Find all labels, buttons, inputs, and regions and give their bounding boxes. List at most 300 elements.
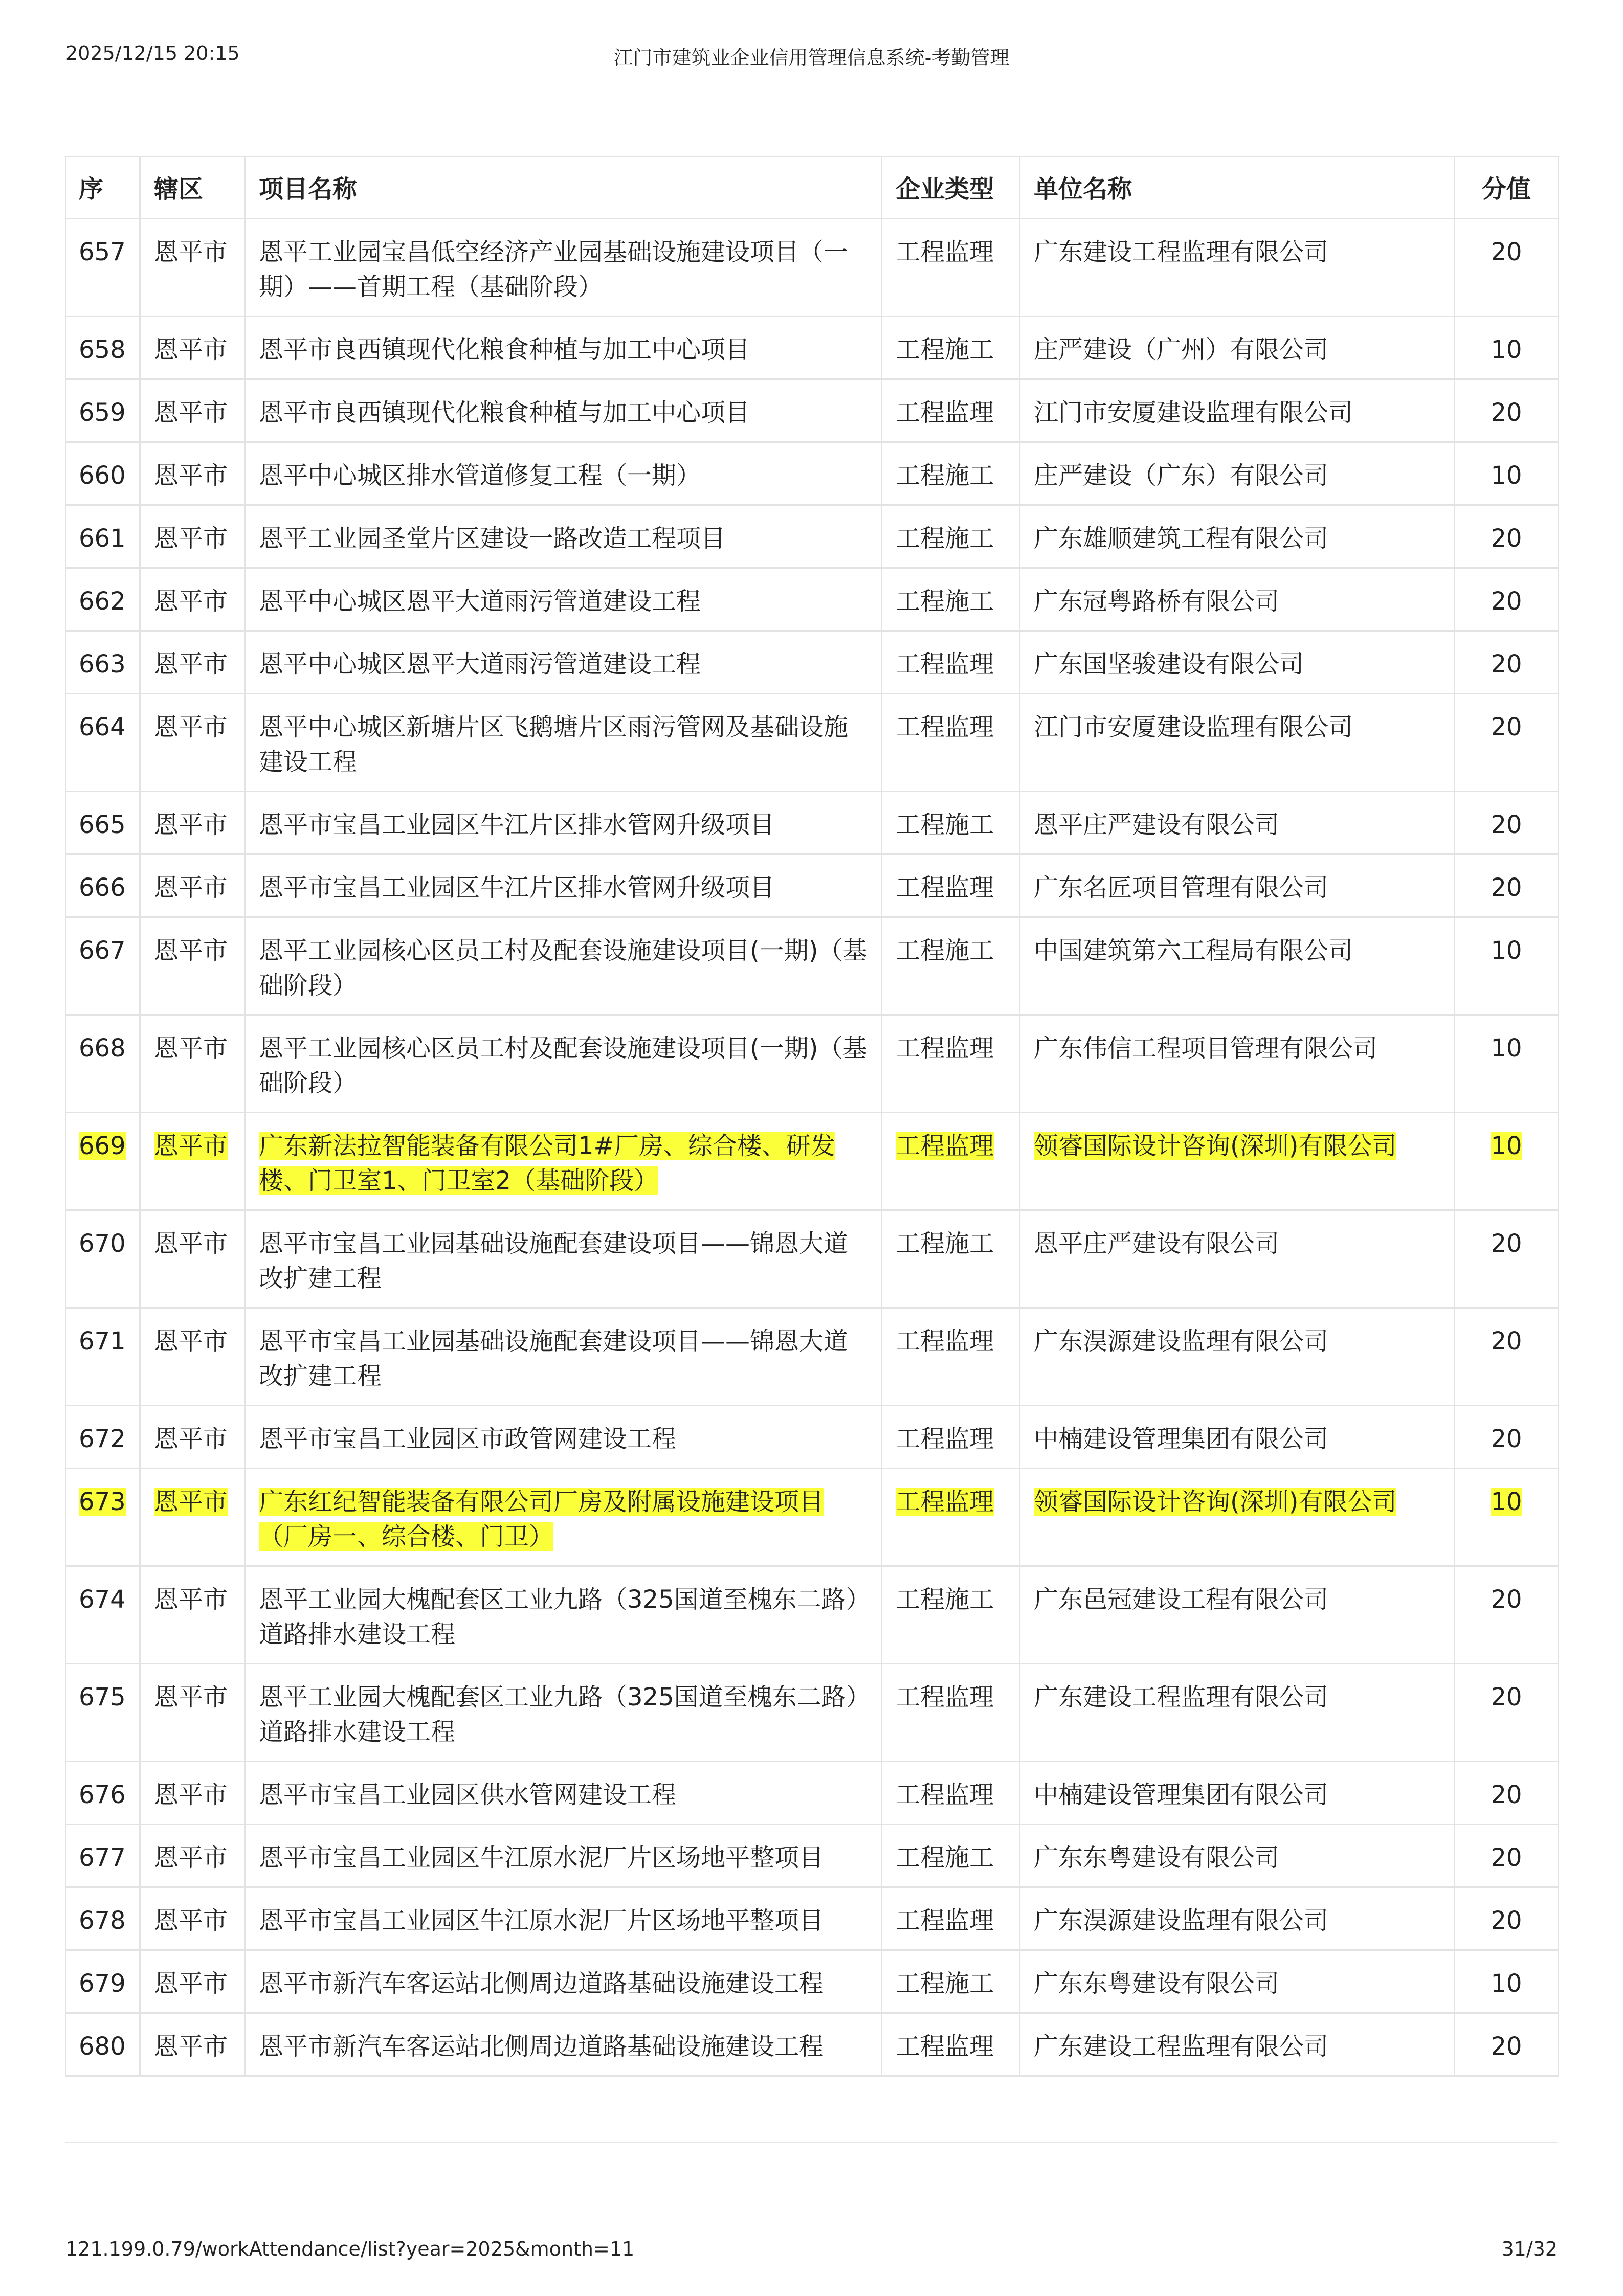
cell-score-text: 20 [1491,398,1522,427]
cell-unit-name-text: 庄严建设（广东）有限公司 [1034,461,1329,490]
cell-score [1455,1950,1559,2013]
cell-unit-name-text: 广东雄顺建筑工程有限公司 [1034,524,1329,553]
cell-unit-name-text: 广东东粤建设有限公司 [1034,1843,1280,1872]
cell-score-text: 20 [1491,2032,1522,2061]
cell-district-text: 恩平市 [154,713,228,741]
cell-company-type [882,917,1020,1015]
cell-company-type [882,1015,1020,1113]
cell-company-type-text: 工程施工 [896,1585,994,1614]
cell-score [1455,1406,1559,1469]
cell-project-name [245,442,882,505]
cell-unit-name [1020,1887,1455,1950]
cell-company-type-text: 工程监理 [896,1488,994,1516]
cell-seq-text: 664 [79,713,126,741]
cell-company-type [882,379,1020,442]
cell-district-text: 恩平市 [154,524,228,553]
cell-district-text: 恩平市 [154,1906,228,1935]
cell-district [140,442,245,505]
cell-company-type [882,1664,1020,1762]
table-row [66,1825,1559,1887]
cell-district [140,631,245,694]
cell-district [140,1887,245,1950]
cell-score [1455,1664,1559,1762]
cell-unit-name [1020,694,1455,792]
table-row [66,1210,1559,1308]
cell-company-type [882,1566,1020,1664]
cell-project-name-text: 恩平市宝昌工业园基础设施配套建设项目——锦恩大道改扩建工程 [259,1229,849,1293]
cell-project-name-text: 恩平工业园大槐配套区工业九路（325国道至槐东二路）道路排水建设工程 [259,1585,858,1649]
cell-project-name-text: 恩平市良西镇现代化粮食种植与加工中心项目 [259,398,750,427]
cell-seq [66,694,140,792]
cell-district-text: 恩平市 [154,335,228,364]
cell-seq [66,379,140,442]
cell-score-text: 20 [1491,1843,1522,1872]
table-row [66,1015,1559,1113]
cell-district-text: 恩平市 [154,1585,228,1614]
cell-project-name-text: 恩平中心城区排水管道修复工程（一期） [259,461,701,490]
cell-company-type-text: 工程监理 [896,398,994,427]
cell-company-type-text: 工程施工 [896,1843,994,1872]
cell-district [140,1566,245,1664]
cell-project-name-text: 恩平工业园大槐配套区工业九路（325国道至槐东二路）道路排水建设工程 [259,1683,858,1746]
cell-company-type [882,792,1020,854]
cell-company-type-text: 工程监理 [896,238,994,266]
cell-unit-name-text: 恩平庄严建设有限公司 [1034,811,1280,839]
cell-score [1455,631,1559,694]
cell-unit-name [1020,1950,1455,2013]
table-header-row [66,157,1559,219]
cell-project-name [245,379,882,442]
cell-seq [66,1406,140,1469]
cell-district-text: 恩平市 [154,811,228,839]
cell-district [140,1950,245,2013]
table-row [66,1664,1559,1762]
cell-company-type [882,694,1020,792]
table-row [66,1950,1559,2013]
cell-company-type [882,442,1020,505]
cell-district [140,568,245,631]
cell-unit-name [1020,792,1455,854]
cell-unit-name [1020,631,1455,694]
cell-company-type [882,505,1020,568]
cell-project-name-text: 恩平工业园核心区员工村及配套设施建设项目(一期)（基础阶段） [259,936,868,1000]
table-row [66,631,1559,694]
cell-unit-name-text: 广东淏源建设监理有限公司 [1034,1906,1329,1935]
cell-unit-name-text: 中国建筑第六工程局有限公司 [1034,936,1353,965]
cell-project-name-text: 恩平中心城区新塘片区飞鹅塘片区雨污管网及基础设施建设工程 [259,713,849,776]
cell-unit-name-text: 广东名匠项目管理有限公司 [1034,873,1329,902]
cell-company-type [882,1406,1020,1469]
cell-score [1455,505,1559,568]
cell-district [140,1308,245,1406]
cell-district-text: 恩平市 [154,1327,228,1356]
cell-seq [66,505,140,568]
cell-score-text: 20 [1491,1425,1522,1453]
cell-score-text: 20 [1491,1229,1522,1258]
cell-project-name-text: 恩平市新汽车客运站北侧周边道路基础设施建设工程 [259,1969,824,1998]
cell-district [140,1762,245,1825]
cell-score-text: 20 [1491,1585,1522,1614]
cell-district [140,2013,245,2076]
cell-score-text: 20 [1491,811,1522,839]
cell-score [1455,219,1559,317]
cell-score-text: 10 [1491,1488,1522,1516]
cell-district [140,1469,245,1566]
cell-seq [66,219,140,317]
cell-seq-text: 659 [79,398,126,427]
table-row [66,1469,1559,1566]
cell-score [1455,1887,1559,1950]
cell-score-text: 10 [1491,1132,1522,1160]
cell-company-type-text: 工程施工 [896,1969,994,1998]
cell-company-type [882,1887,1020,1950]
cell-company-type-text: 工程监理 [896,873,994,902]
cell-project-name [245,317,882,379]
cell-district-text: 恩平市 [154,238,228,266]
cell-seq [66,917,140,1015]
cell-seq-text: 674 [79,1585,126,1614]
cell-district-text: 恩平市 [154,587,228,616]
cell-project-name [245,1825,882,1887]
cell-unit-name-text: 江门市安厦建设监理有限公司 [1034,713,1353,741]
cell-company-type-text: 工程施工 [896,936,994,965]
cell-score-text: 20 [1491,238,1522,266]
cell-company-type [882,631,1020,694]
cell-seq [66,1113,140,1210]
cell-seq [66,442,140,505]
cell-seq [66,568,140,631]
cell-seq [66,1469,140,1566]
cell-company-type-text: 工程施工 [896,461,994,490]
table-row [66,2013,1559,2076]
cell-project-name-text: 恩平市宝昌工业园区供水管网建设工程 [259,1781,677,1809]
column-header-district: 辖区 [140,157,245,219]
cell-unit-name [1020,854,1455,917]
cell-unit-name-text: 领睿国际设计咨询(深圳)有限公司 [1034,1488,1397,1516]
cell-seq-text: 662 [79,587,126,616]
footer-divider [65,2142,1558,2143]
cell-project-name [245,1015,882,1113]
cell-seq [66,792,140,854]
cell-project-name [245,568,882,631]
cell-project-name-text: 恩平工业园核心区员工村及配套设施建设项目(一期)（基础阶段） [259,1034,868,1097]
cell-unit-name-text: 中楠建设管理集团有限公司 [1034,1425,1329,1453]
cell-score-text: 10 [1491,936,1522,965]
column-header-unit: 单位名称 [1020,157,1455,219]
cell-unit-name-text: 广东冠粤路桥有限公司 [1034,587,1280,616]
table-row [66,379,1559,442]
cell-unit-name [1020,917,1455,1015]
cell-project-name [245,1469,882,1566]
cell-company-type-text: 工程监理 [896,1132,994,1160]
cell-unit-name [1020,1566,1455,1664]
cell-project-name [245,1566,882,1664]
cell-project-name [245,219,882,317]
cell-project-name [245,1887,882,1950]
cell-score [1455,1566,1559,1664]
cell-score [1455,1113,1559,1210]
page-number: 31/32 [1501,2238,1558,2260]
table-row [66,1566,1559,1664]
cell-unit-name-text: 江门市安厦建设监理有限公司 [1034,398,1353,427]
cell-project-name-text: 恩平工业园宝昌低空经济产业园基础设施建设项目（一期）——首期工程（基础阶段） [259,238,849,301]
cell-unit-name-text: 广东国坚骏建设有限公司 [1034,650,1304,679]
cell-seq [66,1950,140,2013]
cell-seq-text: 676 [79,1781,126,1809]
cell-seq-text: 667 [79,936,126,965]
cell-seq-text: 670 [79,1229,126,1258]
cell-unit-name-text: 中楠建设管理集团有限公司 [1034,1781,1329,1809]
cell-unit-name-text: 广东淏源建设监理有限公司 [1034,1327,1329,1356]
table-row [66,1762,1559,1825]
cell-unit-name-text: 恩平庄严建设有限公司 [1034,1229,1280,1258]
cell-company-type-text: 工程监理 [896,1327,994,1356]
cell-district-text: 恩平市 [154,1488,228,1516]
cell-district-text: 恩平市 [154,2032,228,2061]
cell-project-name [245,2013,882,2076]
cell-seq-text: 660 [79,461,126,490]
cell-score [1455,379,1559,442]
cell-project-name [245,1406,882,1469]
cell-district-text: 恩平市 [154,650,228,679]
cell-unit-name [1020,442,1455,505]
cell-project-name-text: 恩平市宝昌工业园区牛江片区排水管网升级项目 [259,873,775,902]
cell-district-text: 恩平市 [154,1969,228,1998]
cell-district [140,1210,245,1308]
cell-score-text: 20 [1491,1781,1522,1809]
cell-unit-name [1020,1762,1455,1825]
cell-district-text: 恩平市 [154,1229,228,1258]
cell-district-text: 恩平市 [154,1683,228,1712]
cell-district-text: 恩平市 [154,873,228,902]
cell-unit-name [1020,568,1455,631]
cell-company-type-text: 工程监理 [896,650,994,679]
cell-district [140,505,245,568]
column-header-score: 分值 [1455,157,1559,219]
cell-district [140,694,245,792]
cell-company-type [882,1950,1020,2013]
cell-seq-text: 666 [79,873,126,902]
cell-district [140,1664,245,1762]
cell-district-text: 恩平市 [154,461,228,490]
cell-project-name-text: 广东红纪智能装备有限公司厂房及附属设施建设项目（厂房一、综合楼、门卫） [259,1488,824,1551]
cell-score [1455,694,1559,792]
table-row [66,694,1559,792]
cell-project-name [245,505,882,568]
cell-company-type [882,854,1020,917]
cell-score [1455,568,1559,631]
cell-unit-name [1020,2013,1455,2076]
cell-seq-text: 665 [79,811,126,839]
cell-score-text: 20 [1491,524,1522,553]
cell-seq [66,1015,140,1113]
cell-score-text: 20 [1491,587,1522,616]
cell-project-name [245,854,882,917]
cell-unit-name [1020,1825,1455,1887]
cell-seq-text: 673 [79,1488,126,1516]
cell-project-name [245,917,882,1015]
cell-unit-name [1020,1469,1455,1566]
cell-company-type [882,1210,1020,1308]
cell-project-name-text: 恩平中心城区恩平大道雨污管道建设工程 [259,650,701,679]
cell-seq-text: 680 [79,2032,126,2061]
cell-score [1455,317,1559,379]
cell-company-type [882,1762,1020,1825]
cell-district-text: 恩平市 [154,1425,228,1453]
table-row [66,317,1559,379]
cell-seq [66,1887,140,1950]
column-header-type: 企业类型 [882,157,1020,219]
cell-company-type-text: 工程监理 [896,1425,994,1453]
cell-score [1455,1469,1559,1566]
cell-seq-text: 677 [79,1843,126,1872]
cell-score-text: 10 [1491,1969,1522,1998]
cell-seq-text: 672 [79,1425,126,1453]
cell-project-name-text: 恩平市宝昌工业园区牛江原水泥厂片区场地平整项目 [259,1906,824,1935]
cell-district [140,792,245,854]
cell-score [1455,442,1559,505]
cell-district [140,379,245,442]
cell-seq [66,317,140,379]
cell-score-text: 20 [1491,1906,1522,1935]
cell-district [140,854,245,917]
cell-seq [66,854,140,917]
print-timestamp: 2025/12/15 20:15 [65,42,240,64]
cell-seq-text: 661 [79,524,126,553]
cell-unit-name-text: 广东建设工程监理有限公司 [1034,2032,1329,2061]
cell-score-text: 20 [1491,713,1522,741]
cell-district-text: 恩平市 [154,1781,228,1809]
cell-project-name-text: 恩平市宝昌工业园区市政管网建设工程 [259,1425,677,1453]
table-row [66,1406,1559,1469]
cell-project-name [245,694,882,792]
cell-unit-name [1020,1664,1455,1762]
cell-seq [66,1308,140,1406]
cell-project-name [245,792,882,854]
cell-unit-name-text: 广东建设工程监理有限公司 [1034,238,1329,266]
cell-company-type [882,568,1020,631]
cell-score [1455,1762,1559,1825]
cell-company-type-text: 工程施工 [896,524,994,553]
cell-score-text: 10 [1491,1034,1522,1063]
cell-company-type-text: 工程监理 [896,1781,994,1809]
cell-district-text: 恩平市 [154,1034,228,1063]
cell-seq-text: 675 [79,1683,126,1712]
cell-unit-name-text: 广东伟信工程项目管理有限公司 [1034,1034,1378,1063]
cell-unit-name [1020,317,1455,379]
cell-company-type [882,1469,1020,1566]
cell-project-name-text: 恩平市良西镇现代化粮食种植与加工中心项目 [259,335,750,364]
cell-project-name [245,1762,882,1825]
cell-score-text: 10 [1491,461,1522,490]
cell-company-type [882,2013,1020,2076]
cell-seq-text: 668 [79,1034,126,1063]
cell-project-name [245,1664,882,1762]
cell-score-text: 20 [1491,1683,1522,1712]
cell-seq [66,631,140,694]
cell-score-text: 10 [1491,335,1522,364]
cell-district-text: 恩平市 [154,398,228,427]
page-title: 江门市建筑业企业信用管理信息系统-考勤管理 [613,47,1010,69]
page-url: 121.199.0.79/workAttendance/list?year=2025&month=11 [65,2238,635,2260]
table-row [66,1113,1559,1210]
cell-unit-name-text: 领睿国际设计咨询(深圳)有限公司 [1034,1132,1397,1160]
cell-company-type [882,1308,1020,1406]
cell-company-type-text: 工程监理 [896,1034,994,1063]
cell-district [140,219,245,317]
cell-seq [66,1566,140,1664]
cell-district [140,917,245,1015]
cell-district [140,317,245,379]
cell-company-type-text: 工程施工 [896,587,994,616]
table-row [66,568,1559,631]
cell-project-name-text: 恩平市宝昌工业园区牛江片区排水管网升级项目 [259,811,775,839]
table-row [66,1887,1559,1950]
cell-project-name-text: 广东新法拉智能装备有限公司1#厂房、综合楼、研发楼、门卫室1、门卫室2（基础阶段） [259,1132,835,1195]
cell-district-text: 恩平市 [154,1843,228,1872]
table-row [66,917,1559,1015]
cell-seq-text: 663 [79,650,126,679]
cell-score [1455,792,1559,854]
cell-unit-name [1020,1406,1455,1469]
cell-district [140,1406,245,1469]
cell-district [140,1113,245,1210]
cell-score [1455,1210,1559,1308]
cell-score-text: 20 [1491,873,1522,902]
cell-project-name [245,631,882,694]
cell-unit-name-text: 广东邑冠建设工程有限公司 [1034,1585,1329,1614]
cell-unit-name-text: 广东东粤建设有限公司 [1034,1969,1280,1998]
cell-seq [66,1825,140,1887]
cell-unit-name [1020,379,1455,442]
column-header-seq: 序 [66,157,140,219]
table-row [66,442,1559,505]
cell-unit-name [1020,219,1455,317]
cell-score-text: 20 [1491,1327,1522,1356]
table-row [66,854,1559,917]
cell-company-type-text: 工程监理 [896,713,994,741]
cell-seq [66,1762,140,1825]
column-header-project: 项目名称 [245,157,882,219]
cell-seq-text: 658 [79,335,126,364]
cell-score [1455,1825,1559,1887]
table-row [66,792,1559,854]
cell-unit-name [1020,1308,1455,1406]
cell-unit-name-text: 广东建设工程监理有限公司 [1034,1683,1329,1712]
cell-score [1455,917,1559,1015]
cell-unit-name [1020,1015,1455,1113]
attendance-table [65,156,1559,2077]
cell-project-name [245,1210,882,1308]
cell-project-name-text: 恩平市新汽车客运站北侧周边道路基础设施建设工程 [259,2032,824,2061]
cell-seq [66,1664,140,1762]
cell-project-name-text: 恩平工业园圣堂片区建设一路改造工程项目 [259,524,726,553]
cell-company-type-text: 工程施工 [896,811,994,839]
cell-district-text: 恩平市 [154,936,228,965]
table-row [66,505,1559,568]
cell-score [1455,1308,1559,1406]
cell-company-type [882,219,1020,317]
cell-district [140,1825,245,1887]
cell-seq-text: 657 [79,238,126,266]
cell-seq-text: 671 [79,1327,126,1356]
table-row [66,1308,1559,1406]
cell-company-type-text: 工程监理 [896,1906,994,1935]
cell-score [1455,854,1559,917]
cell-project-name-text: 恩平中心城区恩平大道雨污管道建设工程 [259,587,701,616]
cell-project-name-text: 恩平市宝昌工业园基础设施配套建设项目——锦恩大道改扩建工程 [259,1327,849,1390]
cell-project-name [245,1113,882,1210]
